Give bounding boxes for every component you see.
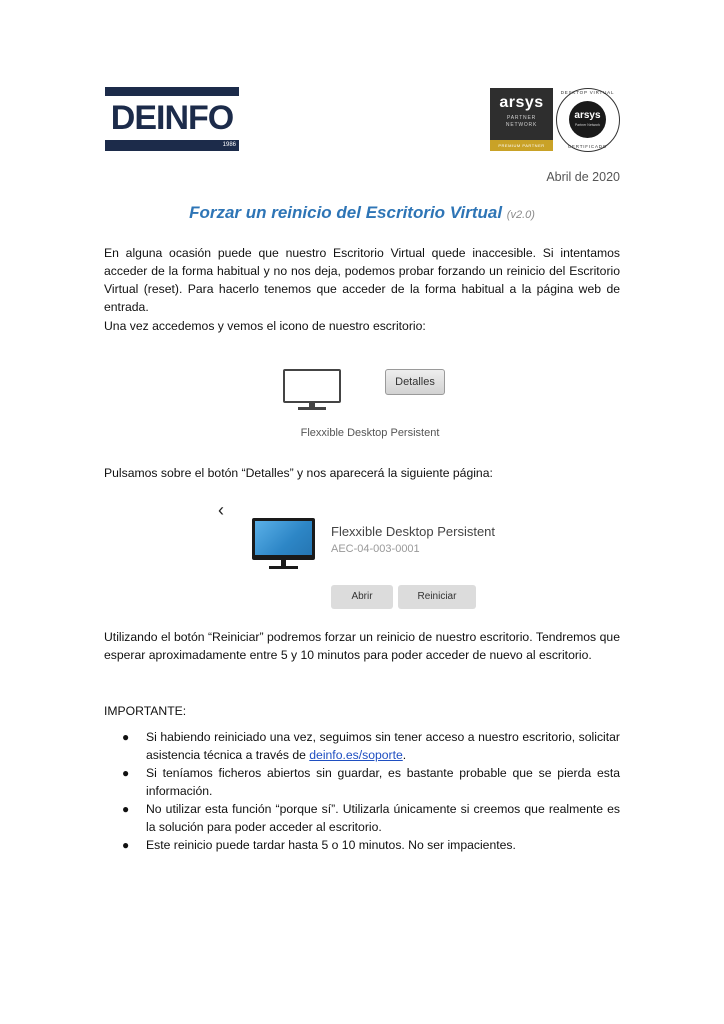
desktop-id: AEC-04-003-0001 [331,543,420,555]
deinfo-logo [105,87,239,152]
step1-paragraph: Una vez accedemos y vemos el icono de nuestro escritorio: [104,319,426,333]
monitor-icon-base [298,407,326,410]
important-heading: IMPORTANTE: [104,704,187,718]
desktop-details-screenshot [215,498,515,618]
monitor-screen [255,521,312,555]
arsys-partner-line1: PARTNER [506,115,537,121]
deinfo-logo-year: 1986 [222,142,236,148]
arsys-partner-badge [490,88,553,151]
seal-arc-bottom: CERTIFICADO [567,144,608,149]
list-item [104,836,620,854]
restart-button[interactable]: Reiniciar [398,585,476,609]
intro-paragraph: En alguna ocasión puede que nuestro Escritorio Virtual quede inaccesible. Si intentamos acceder de la forma habitual y no nos deja, podemos probar forzando un reinicio del Escritorio Virtual (reset). Para hacerlo tenemos que acceder de la forma habitual a la página web de entrada. [104,246,620,314]
seal-tiny-text: Partner Network [574,123,601,127]
list-item [104,728,620,764]
deinfo-logo-text: DEINFO [110,99,234,137]
desktop-icon-screenshot [280,365,460,445]
list-item [104,800,620,836]
list-item-text: No utilizar esta función “porque sí”. Utilizarla únicamente si creemos que realmente es la solución para poder acceder al escritorio. [146,802,620,834]
bullet-icon: ● [122,838,130,852]
seal-brand: arsys [574,110,601,121]
bullet-icon: ● [122,730,130,744]
seal-arc-top: DESKTOP VIRTUAL [560,90,615,95]
bullet-icon: ● [122,802,130,816]
monitor-icon-blue [252,518,315,560]
document-date: Abril de 2020 [546,170,620,184]
arsys-partner-subtitle [490,115,553,129]
desktop-caption: Flexxible Desktop Persistent [300,427,440,439]
logo-bar-top [105,87,239,96]
list-item-text-end: . [402,748,407,762]
arsys-certified-seal [556,88,620,152]
support-link[interactable]: deinfo.es/soporte [309,748,403,762]
list-item-text: Si habiendo reiniciado una vez, seguimos sin tener acceso a nuestro escritorio, solicitar asistencia técnica a través de [146,730,620,762]
step3-paragraph: Utilizando el botón “Reiniciar” podremos forzar un reinicio de nuestro escritorio. Tendremos que esperar aproximadamente entre 5 y 10 minutos para poder acceder de nuevo al escritorio. [104,630,620,662]
list-item-text: Si teníamos ficheros abiertos sin guardar, es bastante probable que se pierda esta información. [146,766,620,798]
chevron-left-icon[interactable]: ‹ [218,500,224,520]
list-item-text: Este reinicio puede tardar hasta 5 o 10 minutos. No ser impacientes. [146,838,516,852]
document-title [0,203,724,223]
step2-paragraph: Pulsamos sobre el botón “Detalles” y nos aparecerá la siguiente página: [104,466,493,480]
logo-bar-bottom [105,140,239,151]
important-list [104,728,620,854]
desktop-name: Flexxible Desktop Persistent [331,524,496,539]
details-button[interactable]: Detalles [385,369,445,395]
open-button[interactable]: Abrir [331,585,393,609]
monitor-icon [283,369,341,403]
bullet-icon: ● [122,766,130,780]
title-text: Forzar un reinicio del Escritorio Virtual [189,203,503,222]
arsys-partner-line2: NETWORK [505,122,538,128]
monitor-blue-base [269,566,298,569]
seal-inner [569,101,606,138]
arsys-partner-tier: PREMIUM PARTNER [490,140,553,151]
title-version: (v2.0) [506,209,535,221]
arsys-partner-brand: arsys [499,94,544,111]
list-item [104,764,620,800]
